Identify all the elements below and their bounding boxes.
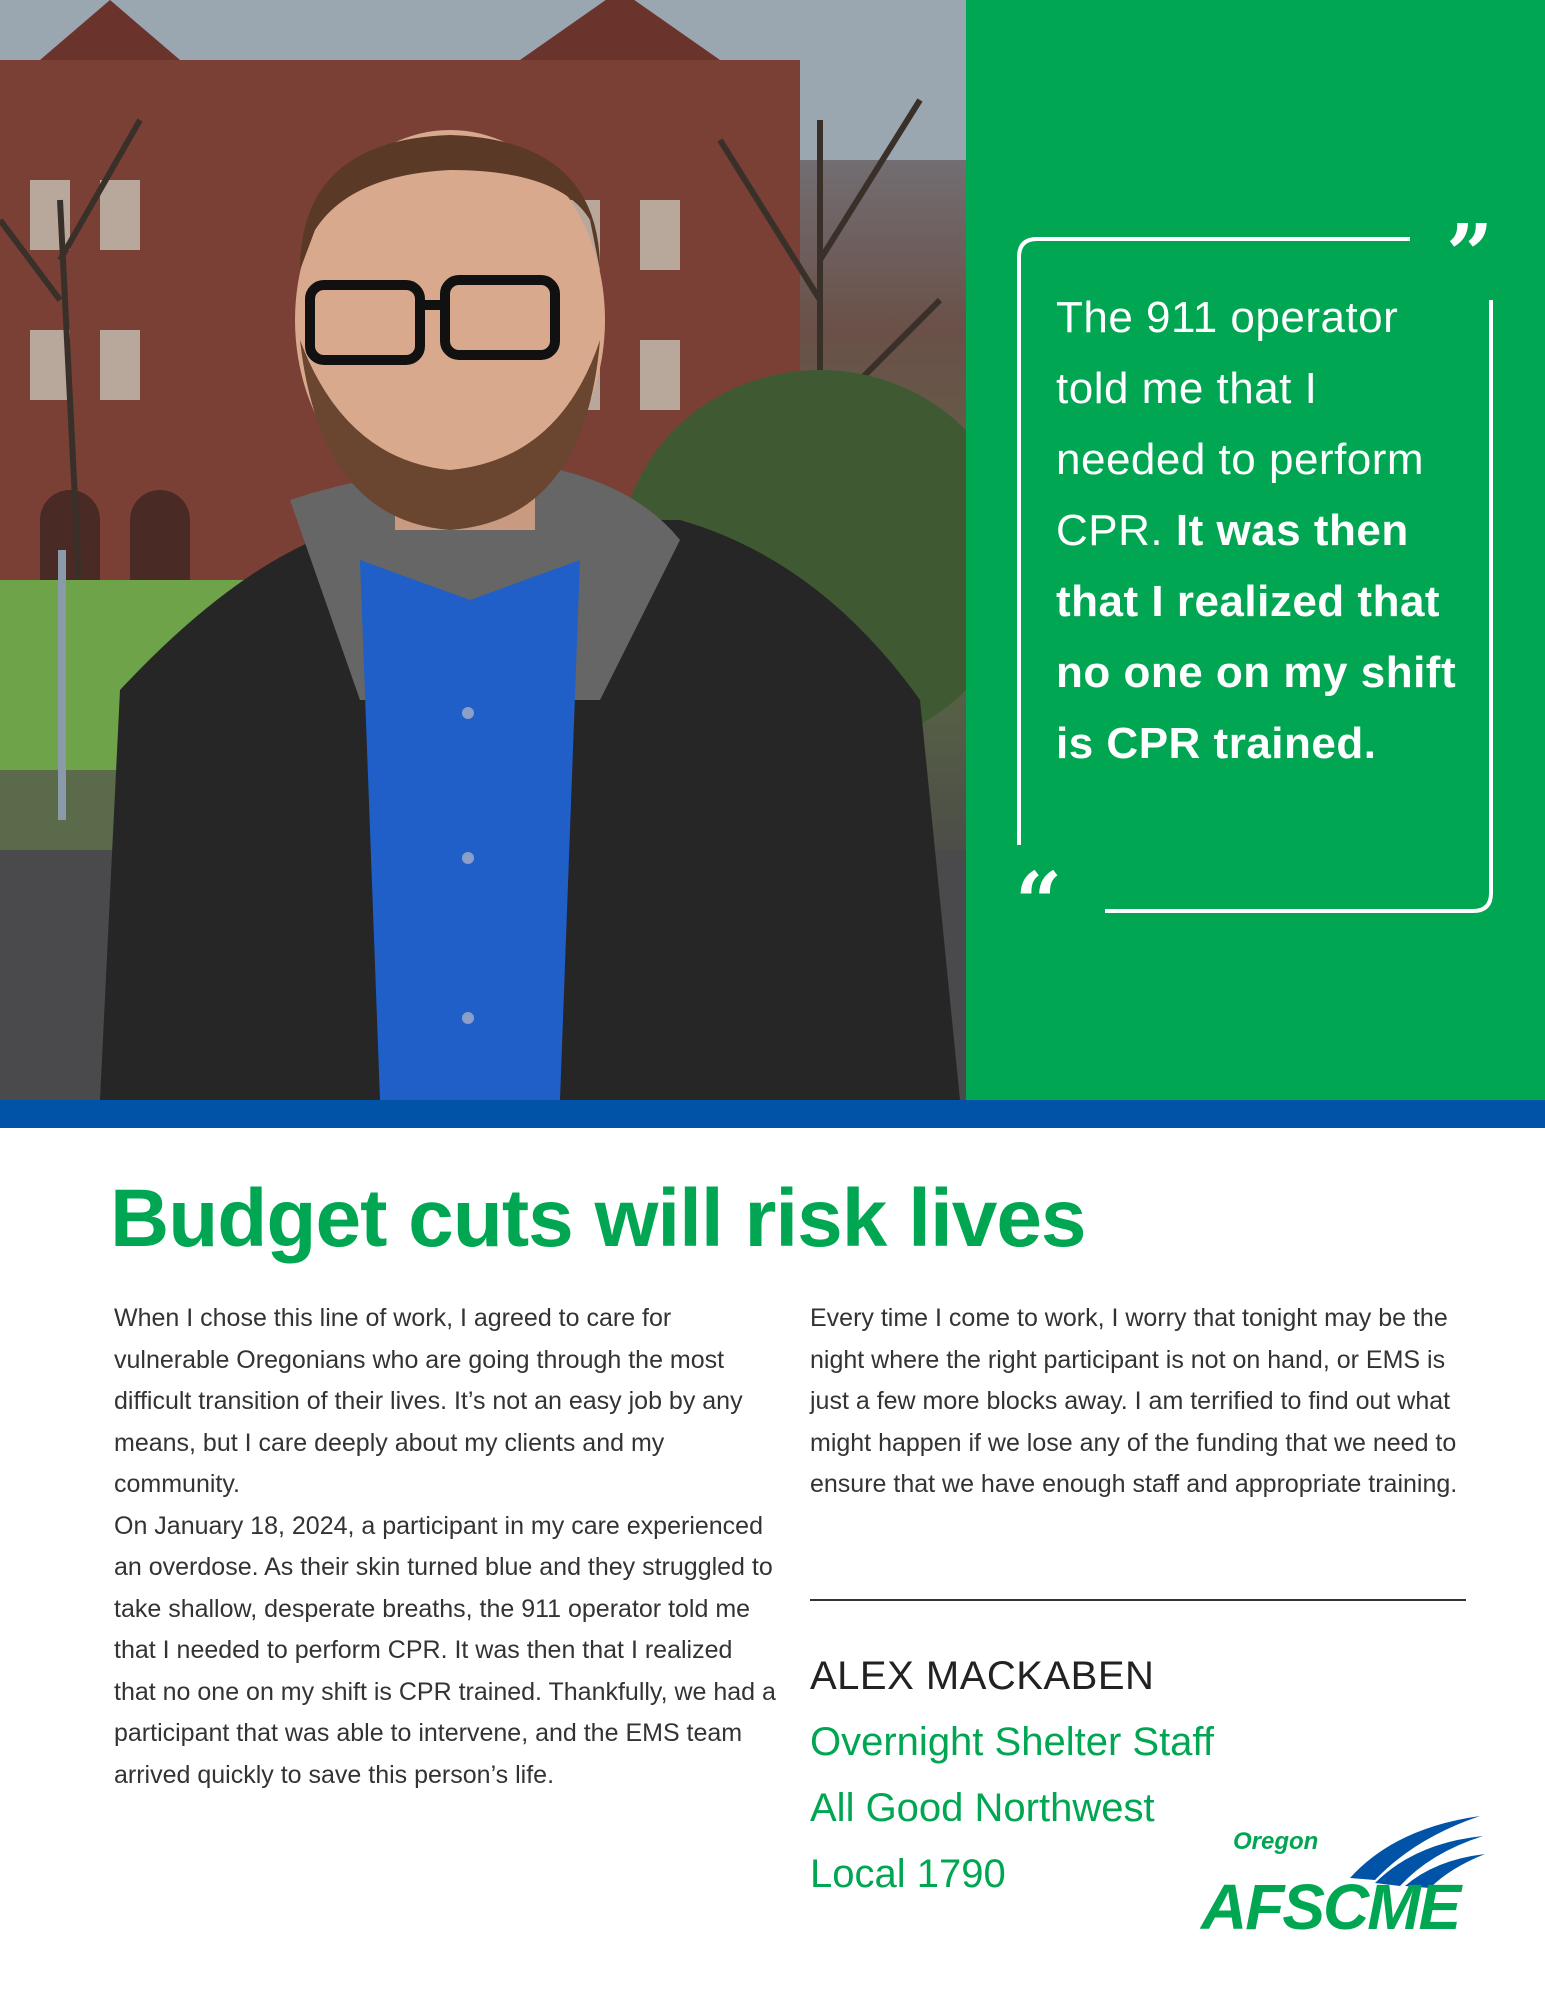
body-paragraph: When I chose this line of work, I agreed to care for vulnerable Oregonians who are going through the most difficult transition of their lives. It’s not an easy job by any means, but I care deeply about my clients and my community. bbox=[114, 1304, 743, 1498]
pull-quote bbox=[1056, 282, 1476, 779]
logo-oregon-text: Oregon bbox=[1233, 1828, 1319, 1855]
signature-name: ALEX MACKABEN bbox=[810, 1654, 1155, 1698]
body-paragraph: Every time I come to work, I worry that tonight may be the night where the right participant is not on hand, or EMS is just a few more blocks away. I am terrified to find out what might happen if we lose any of the funding that we need to ensure that we have enough staff and appropriate training. bbox=[810, 1304, 1458, 1498]
pull-quote-regular: The 911 operator told me that I needed to perform CPR. bbox=[1056, 293, 1425, 555]
signature-divider bbox=[810, 1599, 1466, 1601]
portrait-photo bbox=[0, 0, 966, 1100]
body-paragraph: On January 18, 2024, a participant in my care experienced an overdose. As their skin turned blue and they struggled to take shallow, desperate breaths, the 911 operator told me that I needed to perform CPR. It was then that I realized that no one on my shift is CPR trained. Thankfully, we had a participant that was able to intervene, and the EMS team arrived quickly to save this person’s life. bbox=[114, 1511, 776, 1789]
opening-quote-icon: “ bbox=[1015, 855, 1063, 951]
signature-organization: All Good Northwest bbox=[810, 1786, 1155, 1830]
signature-title: Overnight Shelter Staff bbox=[810, 1720, 1214, 1764]
oregon-afscme-logo bbox=[1195, 1808, 1495, 1983]
body-left-column bbox=[114, 1298, 779, 1796]
closing-quote-icon: ” bbox=[1446, 207, 1494, 303]
divider-bar bbox=[0, 1100, 1545, 1128]
pull-quote-bold: It was then that I realized that no one on my shift is CPR trained. bbox=[1056, 506, 1457, 768]
portrait-illustration bbox=[0, 0, 966, 1100]
headline: Budget cuts will risk lives bbox=[110, 1173, 1086, 1264]
logo-afscme-text: AFSCME bbox=[1201, 1871, 1460, 1943]
body-right-column bbox=[810, 1298, 1475, 1506]
signature-local: Local 1790 bbox=[810, 1852, 1006, 1896]
